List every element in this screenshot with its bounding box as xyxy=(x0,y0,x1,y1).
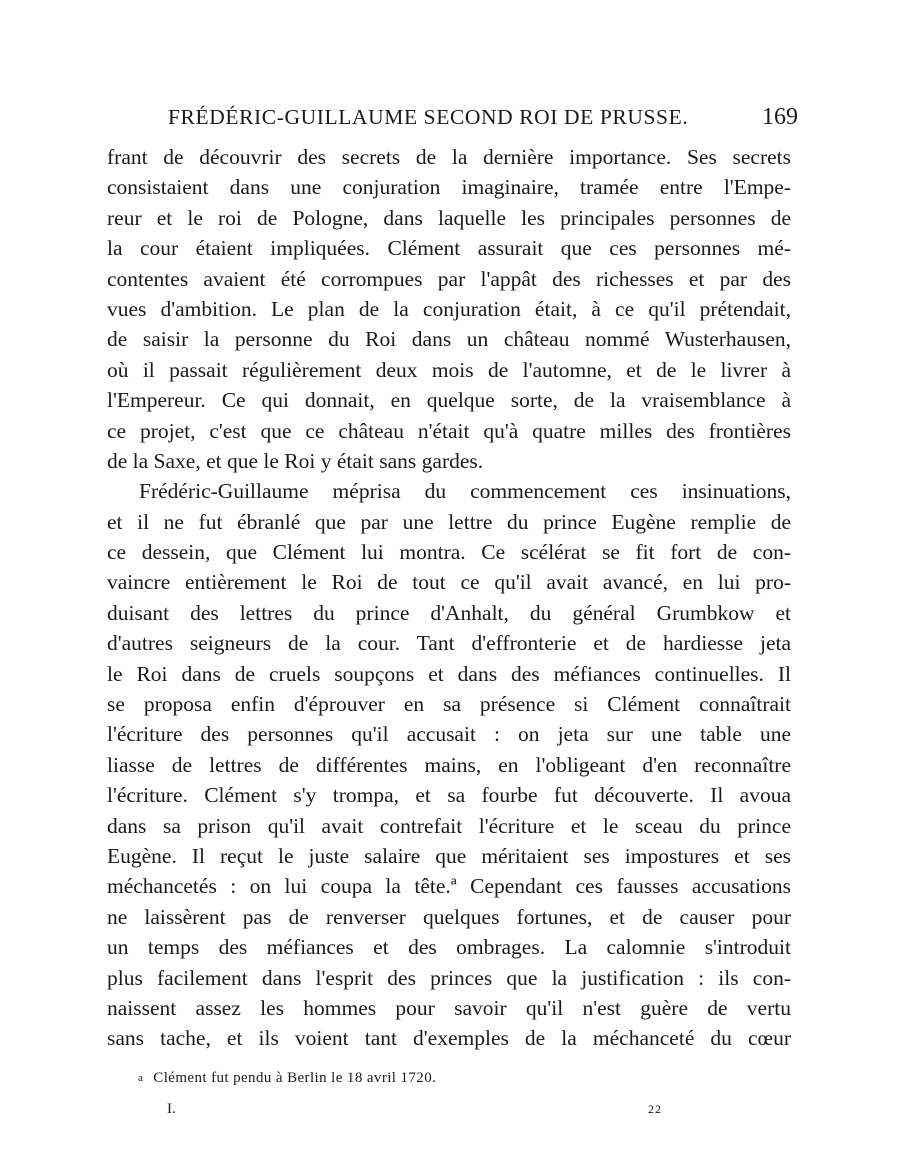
page-number: 169 xyxy=(762,104,798,130)
text-line: vaincre entièrement le Roi de tout ce qu'il avait avancé, en lui pro- xyxy=(107,570,791,595)
text-line: consistaient dans une conjuration imaginaire, tramée entre l'Empe- xyxy=(107,175,791,200)
text-line: Frédéric-Guillaume méprisa du commencement ces insinuations, xyxy=(139,479,791,504)
running-title: FRÉDÉRIC-GUILLAUME SECOND ROI DE PRUSSE. xyxy=(168,105,689,129)
text-line: liasse de lettres de différentes mains, en l'obligeant d'en reconnaître xyxy=(107,752,791,777)
text-line: duisant des lettres du prince d'Anhalt, du général Grumbkow et xyxy=(107,600,791,625)
text-line: vues d'ambition. Le plan de la conjuration était, à ce qu'il prétendait, xyxy=(107,296,791,321)
text-line: plus facilement dans l'esprit des princes que la justification : ils con- xyxy=(107,965,791,990)
text-line: sans tache, et ils voient tant d'exemples de la méchanceté du cœur xyxy=(107,1026,791,1051)
text-line: dans sa prison qu'il avait contrefait l'écriture et le sceau du prince xyxy=(107,813,791,838)
running-head xyxy=(168,100,798,134)
text-line: et il ne fut ébranlé que par une lettre du prince Eugène remplie de xyxy=(107,509,791,534)
text-line: frant de découvrir des secrets de la dernière importance. Ses secrets xyxy=(107,145,791,169)
text-line: l'écriture des personnes qu'il accusait : on jeta sur une table une xyxy=(107,722,791,747)
text-line: méchancetés : on lui coupa la tête.ª Cependant ces fausses accusations xyxy=(107,874,791,899)
text-line: naissent assez les hommes pour savoir qu'il n'est guère de vertu xyxy=(107,995,791,1020)
text-line: ce projet, c'est que ce château n'était qu'à quatre milles des frontières xyxy=(107,418,791,443)
footnote-text: Clément fut pendu à Berlin le 18 avril 1720. xyxy=(153,1070,437,1086)
signature-mark: I. xyxy=(167,1101,176,1117)
text-line: ne laissèrent pas de renverser quelques fortunes, et de causer pour xyxy=(107,904,791,929)
text-line: un temps des méfiances et des ombrages. La calomnie s'introduit xyxy=(107,935,791,960)
text-line: Eugène. Il reçut le juste salaire que méritaient ses impostures et ses xyxy=(107,843,791,868)
text-line: contentes avaient été corrompues par l'appât des richesses et par des xyxy=(107,266,791,291)
sheet-number: 22 xyxy=(648,1102,662,1116)
text-line: d'autres seigneurs de la cour. Tant d'effronterie et de hardiesse jeta xyxy=(107,631,791,656)
text-line: l'écriture. Clément s'y trompa, et sa fourbe fut découverte. Il avoua xyxy=(107,783,791,808)
text-line: le Roi dans de cruels soupçons et dans des méfiances continuelles. Il xyxy=(107,661,791,686)
text-line: l'Empereur. Ce qui donnait, en quelque sorte, de la vraisemblance à xyxy=(107,388,791,413)
text-line: de la Saxe, et que le Roi y était sans gardes. xyxy=(107,448,484,473)
footnote xyxy=(138,1066,436,1090)
body-text xyxy=(107,142,791,1054)
text-line: la cour étaient impliquées. Clément assurait que ces personnes mé- xyxy=(107,236,791,261)
text-line: de saisir la personne du Roi dans un château nommé Wusterhausen, xyxy=(107,327,791,352)
text-line: reur et le roi de Pologne, dans laquelle les principales personnes de xyxy=(107,205,791,230)
text-line: où il passait régulièrement deux mois de l'automne, et de le livrer à xyxy=(107,357,791,382)
footnote-mark: a xyxy=(138,1072,144,1084)
text-line: ce dessein, que Clément lui montra. Ce scélérat se fit fort de con- xyxy=(107,540,791,565)
text-line: se proposa enfin d'éprouver en sa présence si Clément connaîtrait xyxy=(107,692,791,717)
